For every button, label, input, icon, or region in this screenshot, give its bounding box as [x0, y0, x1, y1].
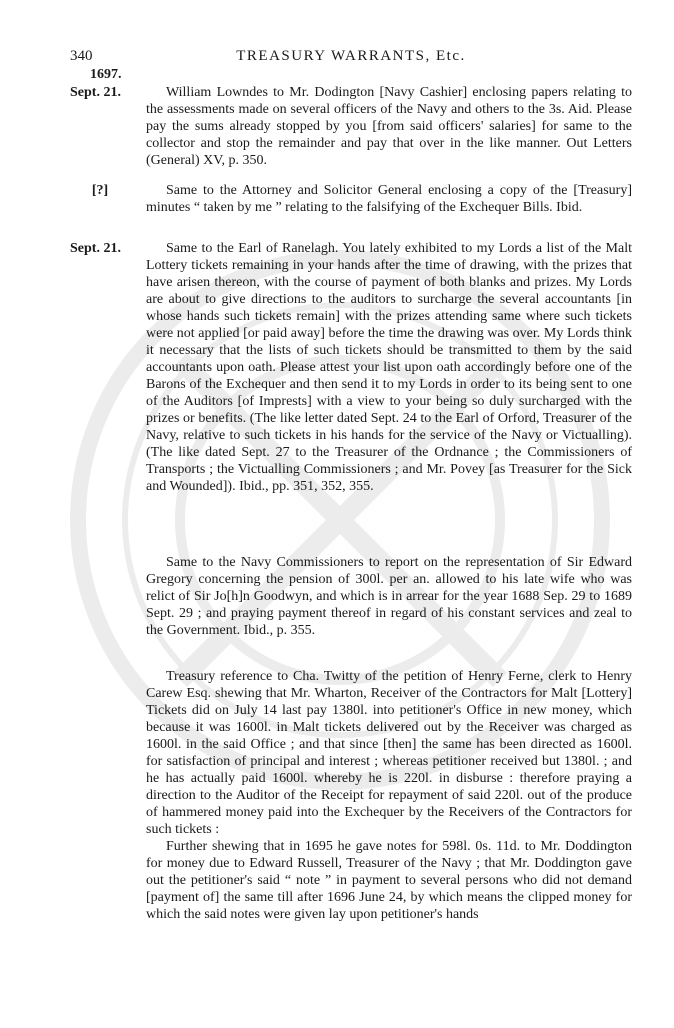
page-number: 340: [70, 48, 93, 64]
entry-paragraph: William Lowndes to Mr. Dodington [Navy Cashier] enclosing papers relating to the assessments made on several officers of the Navy and others to the 3s. Aid. Please pay the sums already stopped by you [from said officers' salaries] for same to the collector and stop the remainder and pay that over in the like manner. Out Letters (General) XV, p. 350.: [146, 85, 632, 168]
page-header: [70, 48, 632, 70]
entry-text: [146, 554, 632, 639]
running-title: TREASURY WARRANTS, Etc.: [236, 48, 466, 64]
year-label: 1697.: [90, 67, 122, 82]
entry-text: [146, 84, 632, 169]
entry-paragraph-continuation: Further shewing that in 1695 he gave notes for 598l. 0s. 11d. to Mr. Doddington for money due to Edward Russell, Treasurer of the Navy ; that Mr. Doddington gave out the petitioner's said “ note ” in payment to several persons who did not demand [payment of] the same till after 1696 June 24, by which means the clipped money for which the said notes were given lay upon petitioner's hands: [146, 839, 632, 922]
entry-date: [?]: [91, 183, 109, 198]
entry-date: Sept. 21.: [70, 85, 121, 100]
entry-text: [146, 240, 632, 495]
entry-date: Sept. 21.: [70, 241, 121, 256]
entry-paragraph: Treasury reference to Cha. Twitty of the petition of Henry Ferne, clerk to Henry Carew Esq. shewing that Mr. Wharton, Receiver of the Contractors for Malt [Lottery] Tickets did on July 14 last pay 1380l. into petitioner's Office in new money, which because it was 1600l. in Malt tickets delivered out by the Receiver was charged as 1600l. in the said Office ; and that since [then] the same has been directed as 1600l. for satisfaction of principal and interest ; whereas petitioner received but 1380l. ; and he has actually paid 1600l. whereby he is 220l. in disburse : therefore praying a direction to the Auditor of the Receipt for repayment of said 220l. out of the produce of hammered money paid into the Exchequer by the Receivers of the Contractors for such tickets :: [146, 669, 632, 837]
entry-paragraph: Same to the Earl of Ranelagh. You lately exhibited to my Lords a list of the Malt Lottery tickets remaining in your hands after the time of drawing, with the prizes that have arisen thereon, with the course of payment of both blanks and prizes. My Lords are about to give directions to the auditors to surcharge the several accountants [in whose hands such tickets remain] with the prizes attending same where such tickets were not applied [or paid away] before the time the drawing was over. My Lords think it necessary that the lists of such tickets should be transmitted to them by the said accountants upon oath. Please attest your list upon oath accordingly before one of the Barons of the Exchequer and then send it to my Lords in order to its being sent to one of the Auditors [of Imprests] with a view to your being so duly surcharged with the prizes or benefits. (The like letter dated Sept. 24 to the Earl of Orford, Treasurer of the Navy, relative to such tickets in his hands for the service of the Navy or Victualling). (The like dated Sept. 27 to the Treasurer of the Ordnance ; the Commissioners of Transports ; the Victualling Commissioners ; and Mr. Povey [as Treasurer for the Sick and Wounded]). Ibid., pp. 351, 352, 355.: [146, 241, 632, 494]
entry-paragraph: Same to the Attorney and Solicitor General enclosing a copy of the [Treasury] minutes “ taken by me ” relating to the falsifying of the Exchequer Bills. Ibid.: [146, 183, 632, 215]
entry-paragraph: Same to the Navy Commissioners to report on the representation of Sir Edward Gregory concerning the pension of 300l. per an. allowed to his late wife who was relict of Sir Jo[h]n Goodwyn, and which is in arrear for the year 1688 Sep. 29 to 1689 Sept. 29 ; and praying payment thereof in regard of his constant services and zeal to the Government. Ibid., p. 355.: [146, 555, 632, 638]
entry-text: [146, 182, 632, 216]
entry-text: [146, 668, 632, 923]
